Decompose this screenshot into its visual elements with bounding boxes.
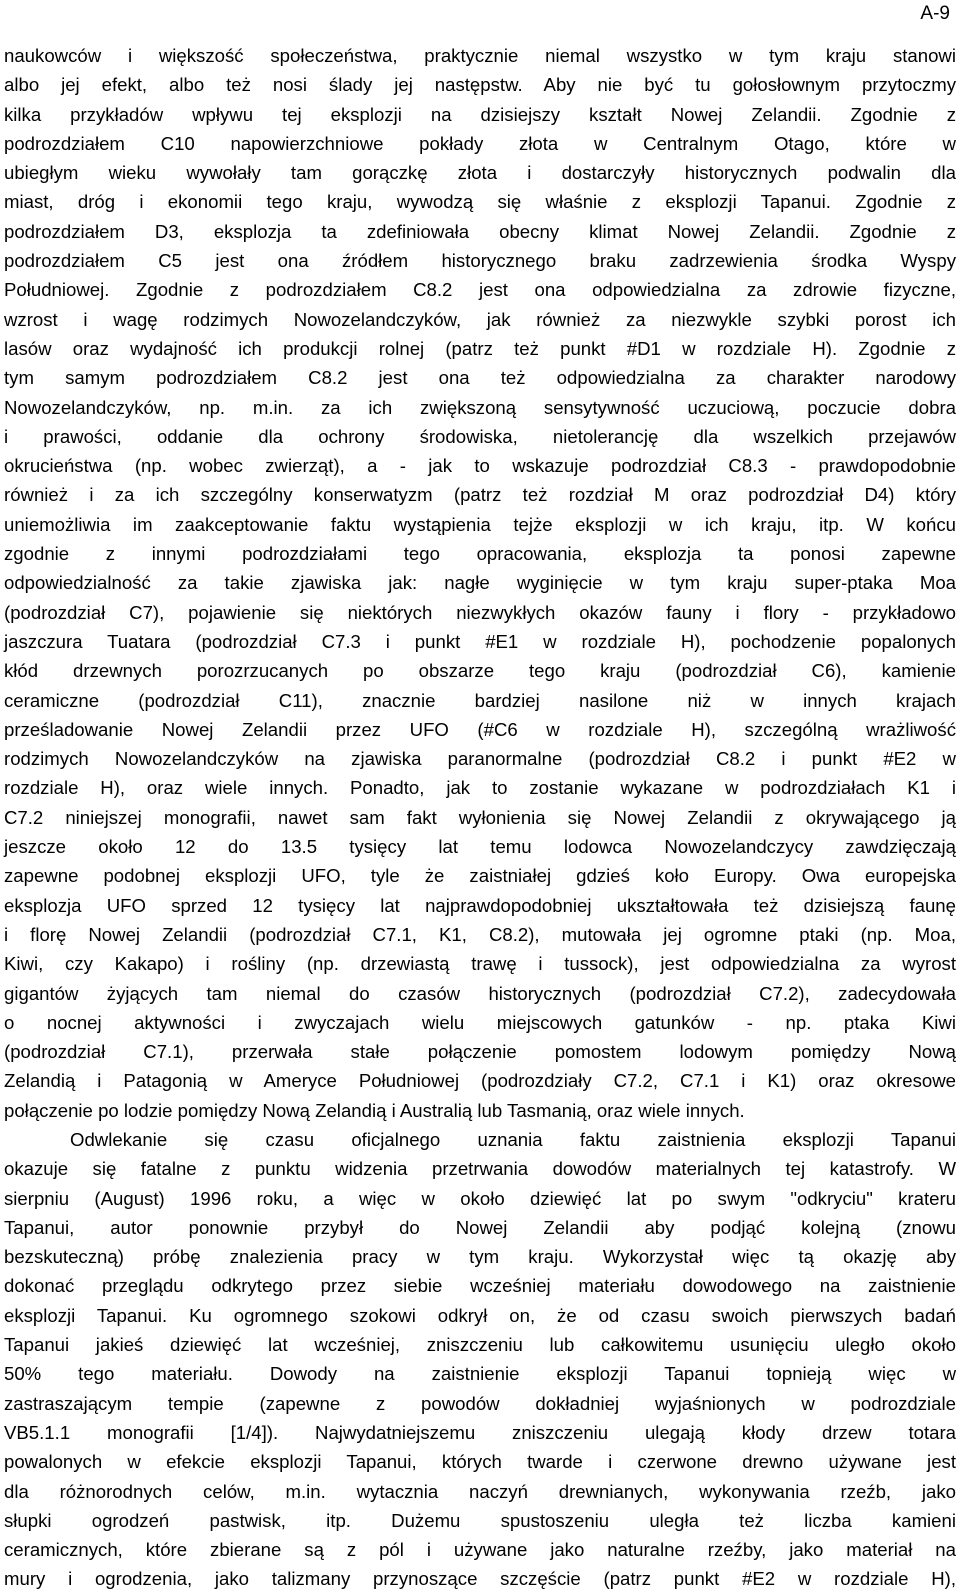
text-line: uniemożliwia im zaakceptowanie faktu wystąpienia tejże eksplozji w ich kraju, itp. W końcu — [4, 513, 956, 535]
text-line: Południowej. Zgodnie z podrozdziałem C8.2 jest ona odpowiedzialna za zdrowie fizyczne, — [4, 279, 956, 301]
text-line: eksplozji Tapanui. Ku ogromnego szokowi odkrył on, że od czasu swoich pierwszych badań — [4, 1304, 956, 1326]
text-line: rodzimych Nowozelandczyków na zjawiska paranormalne (podrozdział C8.2 i punkt #E2 w — [4, 748, 956, 770]
text-line: kłód drzewnych porozrzucanych po obszarze tego kraju (podrozdział C6), kamienie — [4, 660, 956, 682]
text-line: ubiegłym wieku wywołały tam gorączkę złota i dostarczyły historycznych podwalin dla — [4, 162, 956, 184]
text-line: odpowiedzialność za takie zjawiska jak: nagłe wyginięcie w tym kraju super-ptaka Moa — [4, 572, 956, 594]
text-line: jeszcze około 12 do 13.5 tysięcy lat temu lodowca Nowozelandczycy zawdzięczają — [4, 836, 956, 858]
text-line: zastraszającym tempie (zapewne z powodów dokładniej wyjaśnionych w podrozdziale — [4, 1392, 956, 1414]
text-line: Zelandią i Patagonią w Ameryce Południowej (podrozdziały C7.2, C7.1 i K1) oraz okresowe — [4, 1070, 956, 1092]
text-line: tym samym podrozdziałem C8.2 jest ona też odpowiedzialna za charakter narodowy — [4, 367, 956, 389]
text-line: miast, dróg i ekonomii tego kraju, wywodzą się właśnie z eksplozji Tapanui. Zgodnie z — [4, 191, 956, 213]
text-line: słupki ogrodzeń pastwisk, itp. Dużemu spustoszeniu uległa też liczba kamieni — [4, 1509, 956, 1531]
text-line: powalonych w efekcie eksplozji Tapanui, których twarde i czerwone drewno używane jest — [4, 1451, 956, 1473]
text-line: podrozdziałem C10 napowierzchniowe pokłady złota w Centralnym Otago, które w — [4, 132, 956, 154]
text-line: połączenie po lodzie pomiędzy Nową Zelandią i Australią lub Tasmanią, oraz wiele innych. — [4, 1099, 745, 1121]
text-line: C7.2 niniejszej monografii, nawet sam fakt wyłonienia się Nowej Zelandii z okrywającego ją — [4, 806, 956, 828]
text-line: kilka przykładów wpływu tej eksplozji na dzisiejszy kształt Nowej Zelandii. Zgodnie z — [4, 103, 956, 125]
text-line: Odwlekanie się czasu oficjalnego uznania faktu zaistnienia eksplozji Tapanui — [70, 1128, 956, 1150]
text-line: eksplozja UFO sprzed 12 tysięcy lat najprawdopodobniej ukształtowała też dzisiejszą faunę — [4, 894, 956, 916]
text-line: jaszczura Tuatara (podrozdział C7.3 i punkt #E1 w rozdziale H), pochodzenie popalonych — [4, 630, 956, 652]
paragraph — [4, 1125, 956, 1594]
document-body — [4, 41, 956, 1594]
text-line: Tapanui, autor ponownie przybył do Nowej Zelandii aby podjąć kolejną (znowu — [4, 1216, 956, 1238]
text-line: ceramicznych, które zbierane są z pól i używane jako naturalne rzeźby, jako materiał na — [4, 1539, 956, 1561]
text-line: i florę Nowej Zelandii (podrozdział C7.1, K1, C8.2), mutowała jej ogromne ptaki (np. Moa, — [4, 923, 956, 945]
text-line: gigantów żyjących tam niemal do czasów historycznych (podrozdział C7.2), zadecydowała — [4, 982, 956, 1004]
text-line: o nocnej aktywności i zwyczajach wielu miejscowych gatunków - np. ptaka Kiwi — [4, 1011, 956, 1033]
text-line: zgodnie z innymi podrozdziałami tego opracowania, eksplozja ta ponosi zapewne — [4, 543, 956, 565]
text-line: VB5.1.1 monografii [1/4]). Najwydatniejszemu zniszczeniu ulegają kłody drzew totara — [4, 1421, 956, 1443]
text-line: lasów oraz wydajność ich produkcji rolnej (patrz też punkt #D1 w rozdziale H). Zgodnie z — [4, 337, 956, 359]
text-line: bezskuteczną) próbę znalezienia pracy w tym kraju. Wykorzystał więc tą okazję aby — [4, 1246, 956, 1268]
text-line: wzrost i wagę rodzimych Nowozelandczyków, jak również za niezwykle szybki porost ich — [4, 308, 956, 330]
text-line: dla różnorodnych celów, m.in. wytacznia naczyń drewnianych, wykonywania rzeźb, jako — [4, 1480, 956, 1502]
text-line: Nowozelandczyków, np. m.in. za ich zwiększoną sensytywność uczuciową, poczucie dobra — [4, 396, 956, 418]
text-line: naukowców i większość społeczeństwa, praktycznie niemal wszystko w tym kraju stanowi — [4, 45, 956, 66]
page-number: A-9 — [920, 3, 950, 24]
text-line: (podrozdział C7), pojawienie się niektórych niezwykłych okazów fauny i flory - przykładowo — [4, 601, 956, 623]
text-line: rozdziale H), oraz wiele innych. Ponadto, jak to zostanie wykazane w podrozdziałach K1 i — [4, 777, 956, 799]
text-line: (podrozdział C7.1), przerwała stałe połączenie pomostem lodowym pomiędzy Nową — [4, 1041, 956, 1063]
text-line: Tapanui jakieś dziewięć lat wcześniej, zniszczeniu lub całkowitemu usunięciu uległo około — [4, 1334, 956, 1356]
text-line: zapewne podobnej eksplozji UFO, tyle że zaistniałej gdzieś koło Europy. Owa europejska — [4, 865, 956, 887]
text-line: 50% tego materiału. Dowody na zaistnienie eksplozji Tapanui topnieją więc w — [4, 1363, 956, 1385]
text-line: prześladowanie Nowej Zelandii przez UFO (#C6 w rozdziale H), szczególną wrażliwość — [4, 718, 956, 740]
text-line: dokonać przeglądu odkrytego przez siebie wcześniej materiału dowodowego na zaistnienie — [4, 1275, 956, 1297]
text-line: okrucieństwa (np. wobec zwierząt), a - jak to wskazuje podrozdział C8.3 - prawdopodobnie — [4, 455, 956, 477]
text-line: Kiwi, czy Kakapo) i rośliny (np. drzewiastą trawę i tussock), jest odpowiedzialna za wyrost — [4, 953, 956, 975]
text-line: sierpniu (August) 1996 roku, a więc w około dziewięć lat po swym "odkryciu" krateru — [4, 1187, 956, 1209]
text-line: okazuje się fatalne z punktu widzenia przetrwania dowodów materialnych tej katastrofy. W — [4, 1158, 956, 1180]
text-line: mury i ogrodzenia, jako talizmany przynoszące szczęście (patrz punkt #E2 w rozdziale H), — [4, 1568, 956, 1590]
text-line: i prawości, oddanie dla ochrony środowiska, nietolerancję dla wszelkich przejawów — [4, 425, 956, 447]
text-line: podrozdziałem C5 jest ona źródłem historycznego braku zadrzewienia środka Wyspy — [4, 250, 956, 272]
paragraph — [4, 41, 956, 1125]
text-line: albo jej efekt, albo też nosi ślady jej następstw. Aby nie być tu gołosłownym przytoczmy — [4, 74, 956, 96]
text-line: również i za ich szczególny konserwatyzm (patrz też rozdział M oraz podrozdział D4) który — [4, 484, 956, 506]
text-line: podrozdziałem D3, eksplozja ta zdefiniowała obecny klimat Nowej Zelandii. Zgodnie z — [4, 220, 956, 242]
text-line: ceramiczne (podrozdział C11), znacznie bardziej nasilone niż w innych krajach — [4, 689, 956, 711]
